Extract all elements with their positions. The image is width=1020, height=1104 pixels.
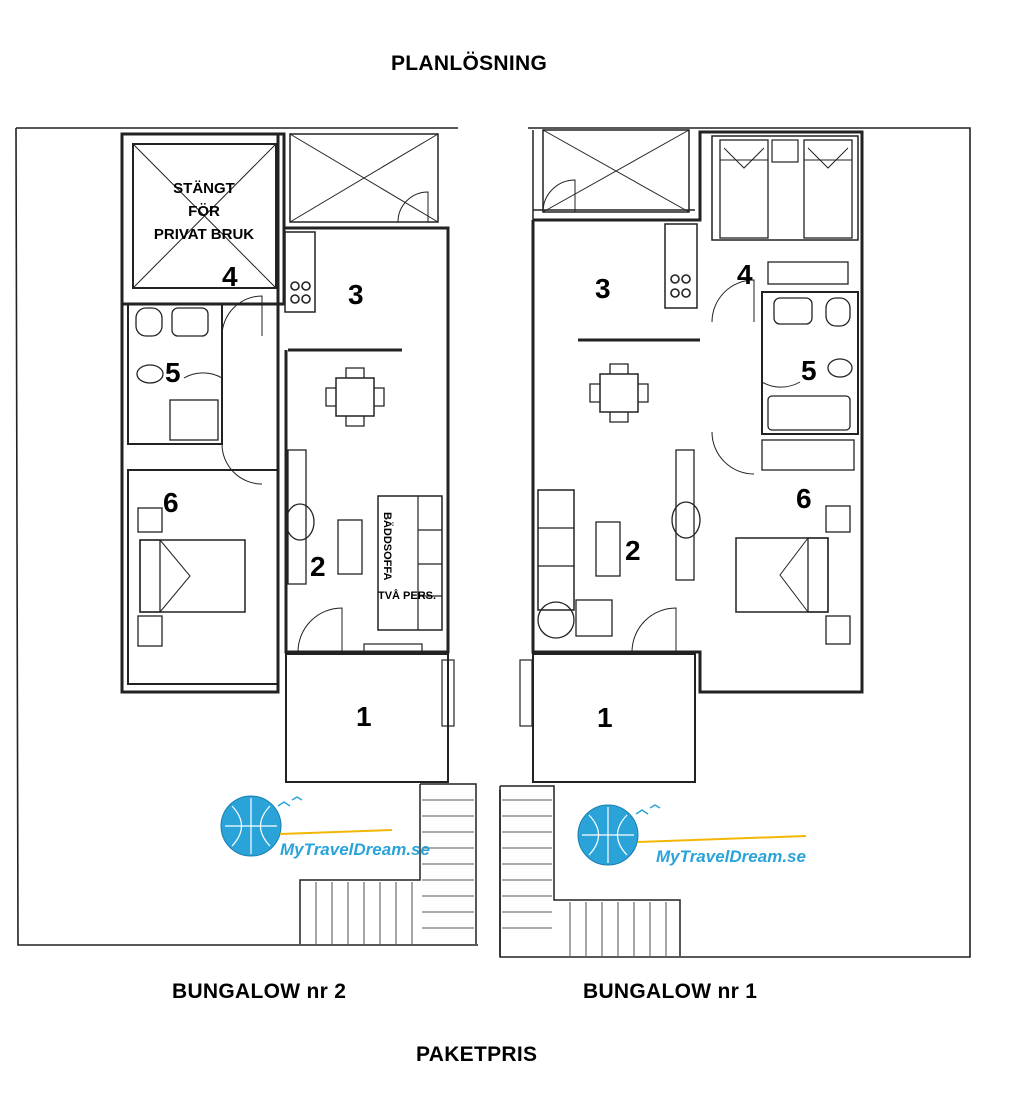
hob xyxy=(302,282,310,290)
sink xyxy=(774,298,812,324)
logo-accent xyxy=(638,836,806,842)
bird-icon xyxy=(636,805,660,814)
kitchen-counter xyxy=(665,224,697,308)
single-bed xyxy=(804,140,852,238)
room-number: 3 xyxy=(595,273,611,304)
nightstand xyxy=(138,508,162,532)
bidet xyxy=(826,298,850,326)
dining-chairs xyxy=(590,364,648,422)
room-number: 1 xyxy=(597,702,613,733)
bidet xyxy=(136,308,162,336)
tv-bench xyxy=(676,450,694,580)
closed-note-line2: FÖR xyxy=(188,203,220,220)
nightstand xyxy=(138,616,162,646)
terrace-cross xyxy=(543,130,689,212)
stair-treads xyxy=(570,902,666,956)
toilet xyxy=(828,359,852,377)
outer-walls xyxy=(533,132,862,692)
bed-sheet xyxy=(160,540,190,612)
stair-treads xyxy=(502,800,552,928)
room-number: 1 xyxy=(356,701,372,732)
hob xyxy=(682,289,690,297)
single-bed xyxy=(720,140,768,238)
porch-rail xyxy=(520,660,532,726)
twin-bedroom xyxy=(712,136,858,240)
bungalow-1-plan xyxy=(500,128,970,957)
sofa xyxy=(538,490,574,610)
site-boundary-right xyxy=(500,128,970,957)
hob xyxy=(291,295,299,303)
terrace-cross xyxy=(290,134,438,222)
logo-left xyxy=(221,796,430,859)
dining-chairs xyxy=(326,368,384,426)
door-swing xyxy=(184,373,222,378)
coffee-table xyxy=(596,522,620,576)
logo-right xyxy=(578,805,806,866)
room-number: 4 xyxy=(222,261,238,292)
logo-text: MyTravelDream.se xyxy=(280,840,430,859)
hob xyxy=(682,275,690,283)
outer-wall-east xyxy=(284,228,448,652)
porch xyxy=(533,654,695,782)
sofa-note: BÄDDSOFFA xyxy=(381,512,393,581)
bed-sheet xyxy=(780,538,808,612)
door-swing xyxy=(543,180,575,212)
stair-treads xyxy=(422,800,474,928)
room-number: 3 xyxy=(348,279,364,310)
room-number: 6 xyxy=(796,483,812,514)
dining-table xyxy=(600,374,638,412)
armchair xyxy=(576,600,612,636)
door-swing xyxy=(762,382,800,387)
nightstand xyxy=(772,140,798,162)
toilet xyxy=(137,365,163,383)
room-number: 5 xyxy=(165,357,181,388)
hob xyxy=(671,289,679,297)
logo-text: MyTravelDream.se xyxy=(656,847,806,866)
bungalow-2-label: BUNGALOW nr 2 xyxy=(172,980,347,1003)
room-number: 2 xyxy=(310,551,326,582)
logo-accent xyxy=(280,830,392,834)
armchair xyxy=(286,504,314,540)
wardrobe xyxy=(768,262,848,284)
double-bed xyxy=(140,540,245,612)
bed-pillows xyxy=(140,540,160,612)
shower xyxy=(170,400,218,440)
tv-bench xyxy=(288,450,306,584)
bathtub xyxy=(768,396,850,430)
closed-note-line3: PRIVAT BRUK xyxy=(153,226,255,243)
room-number: 4 xyxy=(737,259,753,290)
hob xyxy=(671,275,679,283)
door-swing xyxy=(222,444,262,484)
room-number: 5 xyxy=(801,355,817,386)
bed-sheets xyxy=(720,148,852,168)
bed-pillows xyxy=(808,538,828,612)
dining-table xyxy=(336,378,374,416)
footer-title: PAKETPRIS xyxy=(416,1043,538,1066)
door-swing xyxy=(712,432,754,474)
sofa-note-persons: TVÅ PERS. xyxy=(378,590,437,602)
sink xyxy=(172,308,208,336)
room-number: 6 xyxy=(163,487,179,518)
closed-note-line1: STÄNGT xyxy=(173,180,235,197)
stair-treads xyxy=(316,882,412,944)
sofa-cushions xyxy=(418,496,442,630)
nightstand xyxy=(826,506,850,532)
sofa-cushions xyxy=(538,528,574,566)
wardrobe xyxy=(762,440,854,470)
double-bed xyxy=(736,538,828,612)
bedroom xyxy=(128,470,278,684)
hob xyxy=(291,282,299,290)
door-swing xyxy=(222,296,262,336)
armchair xyxy=(538,602,574,638)
hob xyxy=(302,295,310,303)
entry-door-swing xyxy=(632,608,676,652)
bungalow-1-label: BUNGALOW nr 1 xyxy=(583,980,758,1003)
page-title: PLANLÖSNING xyxy=(391,52,548,75)
wall-block xyxy=(533,130,695,656)
room-number: 2 xyxy=(625,535,641,566)
bird-icon xyxy=(278,797,302,806)
nightstand xyxy=(826,616,850,644)
coffee-table xyxy=(338,520,362,574)
entry-door-swing xyxy=(298,608,342,652)
